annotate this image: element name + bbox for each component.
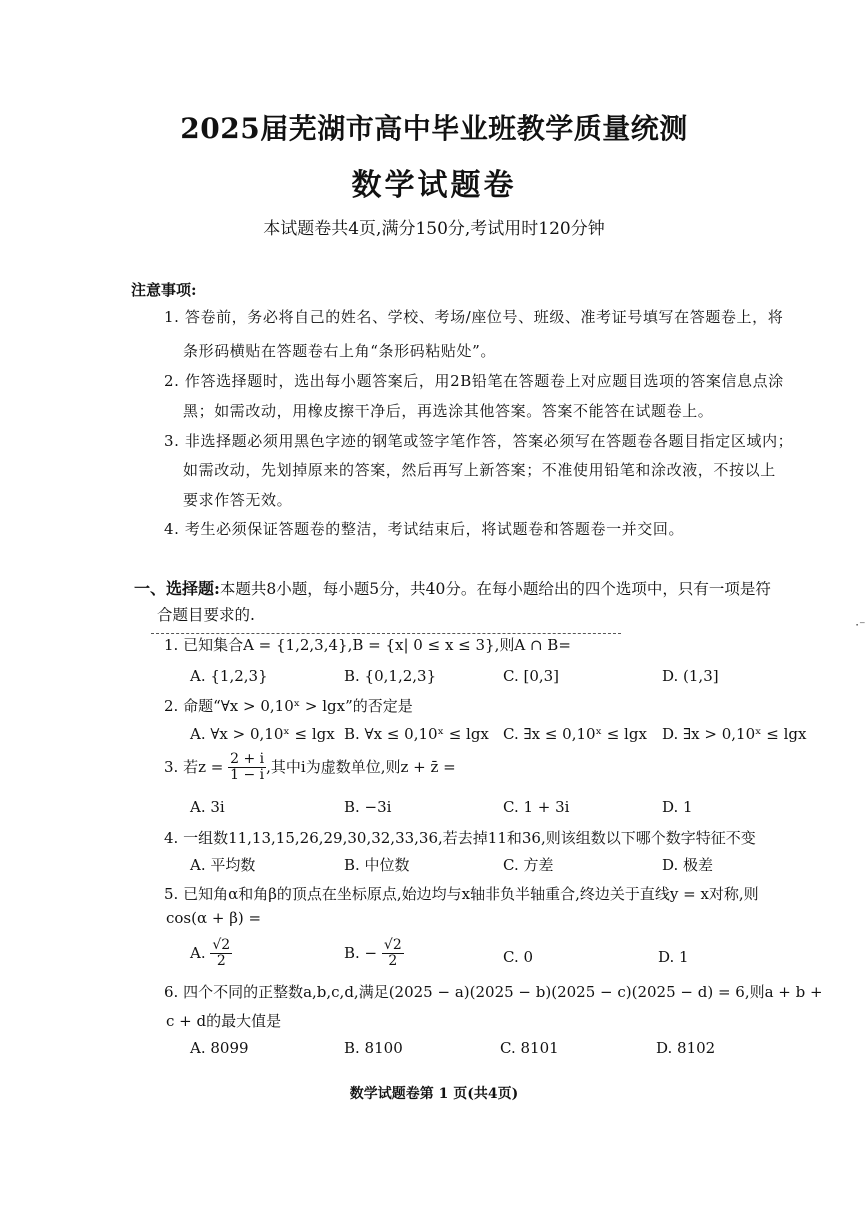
question-3-stem — [164, 752, 456, 784]
exam-info: 本试题卷共4页,满分150分,考试用时120分钟 — [263, 219, 605, 239]
q5-option-a-denominator: 2 — [216, 953, 226, 970]
q4-option-c: C. 方差 — [503, 856, 554, 874]
section-heading-line — [134, 576, 771, 599]
question-1-stem: 1. 已知集合A = {1,2,3,4},B = {x| 0 ≤ x ≤ 3},则A ∩ B= — [164, 636, 571, 654]
q3-option-d: D. 1 — [662, 798, 693, 816]
q5-option-b-denominator: 2 — [388, 953, 398, 970]
section-instructions-cont: 合题目要求的. — [157, 606, 255, 624]
q3-option-a: A. 3i — [190, 798, 225, 816]
q5-option-a — [190, 938, 232, 970]
q3-fraction-denominator: 1 − i — [230, 767, 265, 784]
notice-line: 4. 考生必须保证答题卷的整洁，考试结束后，将试题卷和答题卷一并交回。 — [164, 520, 685, 538]
q4-option-a: A. 平均数 — [190, 856, 256, 874]
q1-option-d: D. (1,3] — [662, 667, 719, 685]
q3-option-c: C. 1 + 3i — [503, 798, 570, 816]
q2-option-a: A. ∀x > 0,10ˣ ≤ lgx — [190, 725, 335, 743]
q6-option-d: D. 8102 — [656, 1039, 716, 1057]
q5-option-a-fraction — [210, 938, 232, 970]
notice-line: 1. 答卷前，务必将自己的姓名、学校、考场/座位号、班级、准考证号填写在答题卷上，将 — [164, 308, 784, 326]
q3-option-b: B. −3i — [344, 798, 392, 816]
q6-option-b: B. 8100 — [344, 1039, 403, 1057]
notice-line: 条形码横贴在答题卷右上角“条形码粘贴处”。 — [183, 342, 496, 360]
q3-fraction-numerator: 2 + i — [230, 751, 265, 767]
scan-mark: ⋅⁻ — [855, 618, 866, 632]
question-4-stem: 4. 一组数11,13,15,26,29,30,32,33,36,若去掉11和36,则该组数以下哪个数字特征不变 — [164, 829, 756, 847]
q5-option-b-fraction — [382, 938, 404, 970]
q4-option-b: B. 中位数 — [344, 856, 410, 874]
q5-option-b-numerator: √2 — [383, 937, 402, 953]
question-6-stem-cont: c + d的最大值是 — [166, 1012, 282, 1030]
q3-prefix: 3. 若z = — [164, 757, 224, 776]
q3-fraction — [228, 752, 266, 784]
notice-line: 黑；如需改动，用橡皮擦干净后，再选涂其他答案。答案不能答在试题卷上。 — [183, 402, 714, 420]
q2-option-c: C. ∃x ≤ 0,10ˣ ≤ lgx — [503, 725, 647, 743]
notice-line: 3. 非选择题必须用黑色字迹的钢笔或签字笔作答，答案必须写在答题卷各题目指定区域内； — [164, 432, 794, 450]
q6-option-a: A. 8099 — [190, 1039, 249, 1057]
q5-option-b-label: B. − — [344, 943, 378, 962]
q3-suffix: ,其中i为虚数单位,则z + z̄ = — [266, 757, 456, 776]
section-heading: 一、选择题: — [134, 579, 220, 598]
q1-option-b: B. {0,1,2,3} — [344, 667, 437, 685]
section-instructions: 本题共8小题，每小题5分，共40分。在每小题给出的四个选项中，只有一项是符 — [219, 580, 771, 598]
q1-option-c: C. [0,3] — [503, 667, 560, 685]
q5-option-c: C. 0 — [503, 948, 534, 966]
q1-option-a: A. {1,2,3} — [190, 667, 268, 685]
notice-line: 要求作答无效。 — [183, 491, 293, 509]
page-footer: 数学试题卷第 1 页(共4页) — [349, 1086, 519, 1102]
q6-option-c: C. 8101 — [500, 1039, 559, 1057]
exam-subtitle: 数学试题卷 — [351, 168, 517, 203]
question-6-stem: 6. 四个不同的正整数a,b,c,d,满足(2025 − a)(2025 − b)(2025 − c)(2025 − d) = 6,则a + b + — [164, 983, 823, 1001]
q5-option-a-numerator: √2 — [212, 937, 231, 953]
q5-option-d: D. 1 — [658, 948, 689, 966]
question-2-stem: 2. 命题“∀x > 0,10ˣ > lgx”的否定是 — [164, 697, 413, 715]
q4-option-d: D. 极差 — [662, 856, 714, 874]
question-5-stem: 5. 已知角α和角β的顶点在坐标原点,始边均与x轴非负半轴重合,终边关于直线y = x对称,则 — [164, 885, 759, 903]
notice-heading: 注意事项: — [131, 281, 197, 299]
q5-option-a-label: A. — [190, 943, 206, 962]
question-5-stem-cont: cos(α + β) = — [166, 909, 262, 927]
q2-option-b: B. ∀x ≤ 0,10ˣ ≤ lgx — [344, 725, 489, 743]
q2-option-d: D. ∃x > 0,10ˣ ≤ lgx — [662, 725, 807, 743]
q5-option-b — [344, 938, 404, 970]
exam-title: 2025届芜湖市高中毕业班教学质量统测 — [180, 112, 688, 145]
notice-line: 2. 作答选择题时，选出每小题答案后，用2B铅笔在答题卷上对应题目选项的答案信息点涂 — [164, 372, 784, 390]
notice-line: 如需改动，先划掉原来的答案，然后再写上新答案；不准使用铅笔和涂改液，不按以上 — [183, 461, 776, 479]
